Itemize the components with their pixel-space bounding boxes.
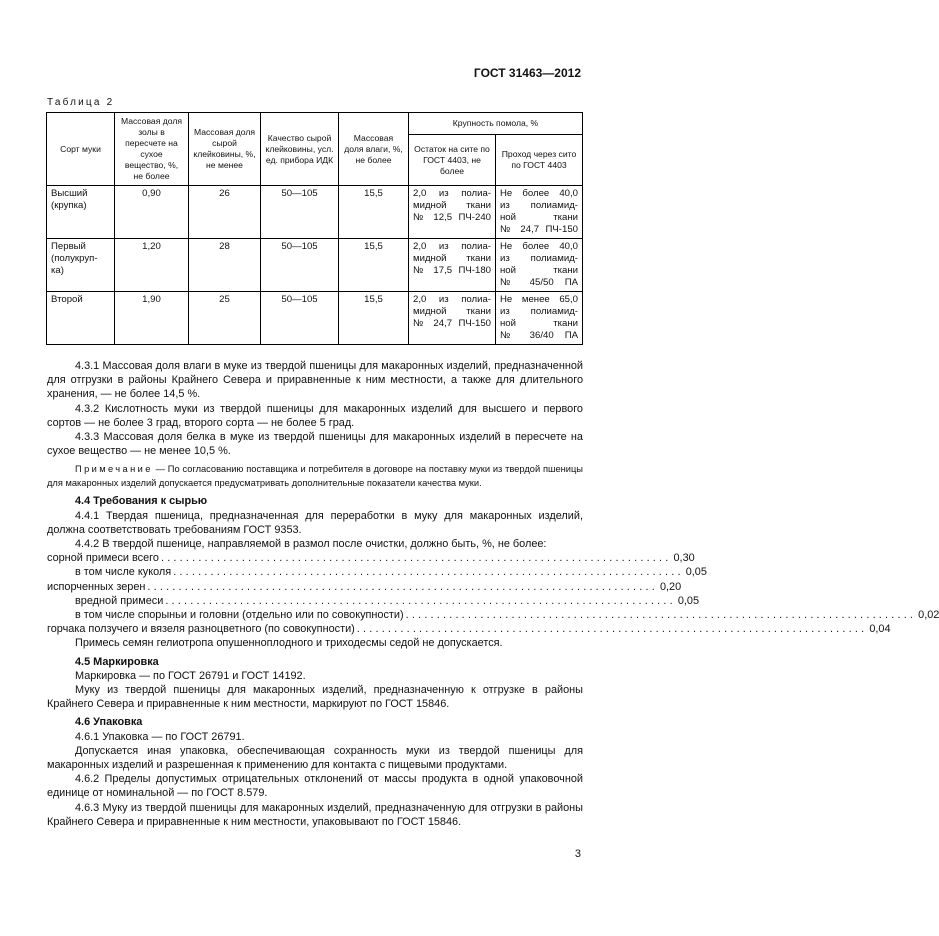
residue-cell: 2,0 из полиа- мидной ткани № 12,5 ПЧ-240 [409, 186, 496, 239]
paragraph-4-3-1: 4.3.1 Массовая доля влаги в муке из твердой пшеницы для макаронных изделий, предназначенной для отгрузки в районы Крайнего Севера и приравненные к ним местности, а также для длительного хранения, — не более 14,5 %. [47, 360, 583, 401]
moisture-cell: 15,5 [339, 292, 409, 345]
impurity-row: в том числе спорыньи и головни (отдельно или по совокупности) .................................................................................. 0,02 [75, 609, 939, 622]
header-fineness: Крупность помола, % [409, 113, 583, 135]
quality-table [46, 112, 583, 345]
quality-cell: 50—105 [261, 186, 339, 239]
impurity-row: вредной примеси .................................................................................. 0,05 [75, 594, 700, 607]
paragraph-4-3-2: 4.3.2 Кислотность муки из твердой пшеницы для макаронных изделий для высшего и первого сортов — не более 3 град, второго сорта — не более 5 град. [47, 402, 583, 429]
table-row [47, 239, 583, 292]
header-grade: Сорт муки [47, 113, 115, 186]
paragraph-4-6-2: 4.6.2 Пределы допустимых отрицательных отклонений от массы продукта в одной упаковочной единице от номинальной — по ГОСТ 8.579. [47, 773, 583, 800]
document-id: ГОСТ 31463—2012 [473, 66, 581, 80]
paragraph-4-6-1: 4.6.1 Упаковка — по ГОСТ 26791. [75, 730, 245, 743]
paragraph-4-5-b: Муку из твердой пшеницы для макаронных изделий, предназначенную к отгрузке в районы Крайнего Севера и приравненные к ним местности, маркируют по ГОСТ 15846. [47, 684, 583, 711]
header-moisture: Массовая доля влаги, %, не более [339, 113, 409, 186]
paragraph-4-4-1: 4.4.1 Твердая пшеница, предназначенная для переработки в муку для макаронных изделий, должна соответствовать требованиям ГОСТ 9353. [47, 509, 583, 536]
pass-cell: Не более 40,0 из полиамид- ной ткани № 45/50 ПА [496, 239, 583, 292]
page-number: 3 [574, 848, 581, 860]
grade-cell: Высший (крупка) [47, 186, 115, 239]
note-label: Примечание [75, 464, 153, 475]
impurity-row: сорной примеси всего .................................................................................. 0,30 [47, 552, 695, 565]
heading-4-6: 4.6 Упаковка [75, 716, 143, 729]
header-gluten: Массовая доля сырой клейковины, %, не менее [189, 113, 261, 186]
paragraph-4-3-3: 4.3.3 Массовая доля белка в муке из твердой пшеницы для макаронных изделий в пересчете на сухое вещество — не менее 10,5 %. [47, 431, 583, 458]
moisture-cell: 15,5 [339, 239, 409, 292]
grade-cell: Второй [47, 292, 115, 345]
grade-cell: Первый (полукруп- ка) [47, 239, 115, 292]
moisture-cell: 15,5 [339, 186, 409, 239]
heading-4-5: 4.5 Маркировка [75, 655, 159, 668]
heading-4-4: 4.4 Требования к сырью [75, 495, 208, 508]
table-caption: Таблица 2 [47, 97, 115, 108]
residue-cell: 2,0 из полиа- мидной ткани № 17,5 ПЧ-180 [409, 239, 496, 292]
paragraph-4-4-2: 4.4.2 В твердой пшенице, направляемой в размол после очистки, должно быть, %, не более: [75, 538, 547, 551]
paragraph-4-6-1-b: Допускается иная упаковка, обеспечивающая сохранность муки из твердой пшеницы для макаронных изделий и разрешенная к применению для контакта с пищевыми продуктами. [47, 744, 583, 772]
ash-cell: 1,90 [115, 292, 189, 345]
header-pass: Проход через сито по ГОСТ 4403 [496, 135, 583, 186]
quality-cell: 50—105 [261, 239, 339, 292]
ash-cell: 0,90 [115, 186, 189, 239]
gluten-cell: 26 [189, 186, 261, 239]
gluten-cell: 25 [189, 292, 261, 345]
gluten-cell: 28 [189, 239, 261, 292]
residue-cell: 2,0 из полиа- мидной ткани № 24,7 ПЧ-150 [409, 292, 496, 345]
table-row [47, 186, 583, 239]
ash-cell: 1,20 [115, 239, 189, 292]
pass-cell: Не более 40,0 из полиамид- ной ткани № 24,7 ПЧ-150 [496, 186, 583, 239]
impurity-row: испорченных зерен .................................................................................. 0,20 [47, 580, 682, 593]
header-gluten-quality: Качество сырой клейковины, усл. ед. прибора ИДК [261, 113, 339, 186]
paragraph-heliotrope: Примесь семян гелиотропа опушенноплодного и триходесмы седой не допускается. [75, 637, 503, 650]
table-row [47, 292, 583, 345]
main-text [47, 359, 939, 829]
header-ash: Массовая доля золы в пересчете на сухое вещество, %, не более [115, 113, 189, 186]
paragraph-4-5-a: Маркировка — по ГОСТ 26791 и ГОСТ 14192. [75, 669, 306, 682]
note [47, 463, 583, 490]
impurity-row: горчака ползучего и вязеля разноцветного (по совокупности) .................................................................................. 0,04 [47, 623, 891, 636]
header-residue: Остаток на сите по ГОСТ 4403, не более [409, 135, 496, 186]
pass-cell: Не менее 65,0 из полиамид- ной ткани № 36/40 ПА [496, 292, 583, 345]
paragraph-4-6-3: 4.6.3 Муку из твердой пшеницы для макаронных изделий, предназначенную для отгрузки в районы Крайнего Севера и приравненные к ним местности, упаковывают по ГОСТ 15846. [47, 801, 583, 828]
note-text: — По согласованию поставщика и потребителя в договоре на поставку муки из твердой пшеницы для макаронных изделий допускается предусматривать дополнительные показатели качества муки. [47, 464, 583, 488]
impurity-row: в том числе куколя .................................................................................. 0,05 [75, 566, 707, 579]
quality-cell: 50—105 [261, 292, 339, 345]
